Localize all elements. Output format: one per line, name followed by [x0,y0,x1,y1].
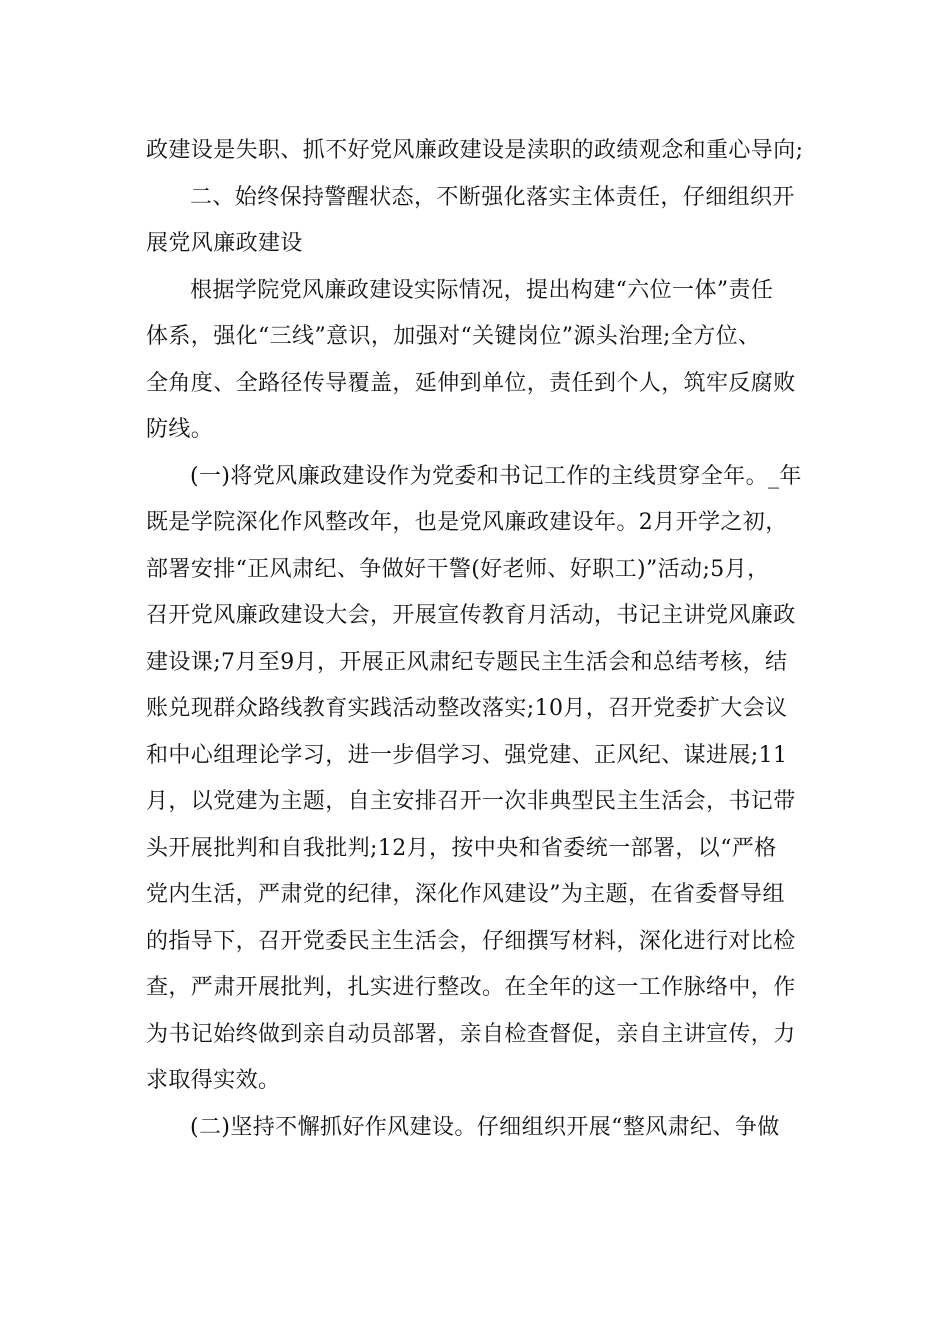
document-line: 防线。 [146,417,214,442]
document-line: 建设课;7月至9月，开展正风肃纪专题民主生活会和总结考核，结 [146,649,788,675]
document-line: 月，以党建为主题，自主安排召开一次非典型民主生活会，书记带 [146,789,796,814]
document-line: 展党风廉政建设 [146,231,303,256]
document-line: 党内生活，严肃党的纪律，深化作风建设”为主题，在省委督导组 [146,882,785,907]
document-line: 全角度、全路径传导覆盖，延伸到单位，责任到个人，筑牢反腐败 [146,370,796,396]
document-line: 为书记始终做到亲自动员部署，亲自检查督促，亲自主讲宣传，力 [146,1021,796,1047]
document-line: 既是学院深化作风整改年，也是党风廉政建设年。2月开学之初， [146,510,788,535]
document-line: 和中心组理论学习，进一步倡学习、强党建、正风纪、谋进展;11 [146,742,788,768]
document-line: 根据学院党风廉政建设实际情况，提出构建“六位一体”责任 [190,277,774,303]
document-line: (一)将党风廉政建设作为党委和书记工作的主线贯穿全年。_年 [190,463,802,489]
document-line: 头开展批判和自我批判;12月，按中央和省委统一部署，以“严格 [146,835,777,861]
document-line: (二)坚持不懈抓好作风建设。仔细组织开展“整风肃纪、争做 [190,1114,780,1140]
document-line: 体系，强化“三线”意识，加强对“关键岗位”源头治理;全方位、 [146,324,761,349]
document-line: 的指导下，召开党委民主生活会，仔细撰写材料，深化进行对比检 [146,928,796,954]
document-line: 求取得实效。 [146,1068,281,1093]
document-line: 召开党风廉政建设大会，开展宣传教育月活动，书记主讲党风廉政 [146,603,796,628]
document-line: 政建设是失职、抓不好党风廉政建设是渎职的政绩观念和重心导向; [146,138,804,163]
document-line: 部署安排“正风肃纪、争做好干警(好老师、好职工)”活动;5月， [146,556,770,582]
document-line: 账兑现群众路线教育实践活动整改落实;10月，召开党委扩大会议 [146,696,788,721]
document-line: 查，严肃开展批判，扎实进行整改。在全年的这一工作脉络中，作 [146,975,796,1000]
document-line: 二、始终保持警醒状态，不断强化落实主体责任，仔细组织开 [190,184,795,210]
document-body [146,128,816,1151]
